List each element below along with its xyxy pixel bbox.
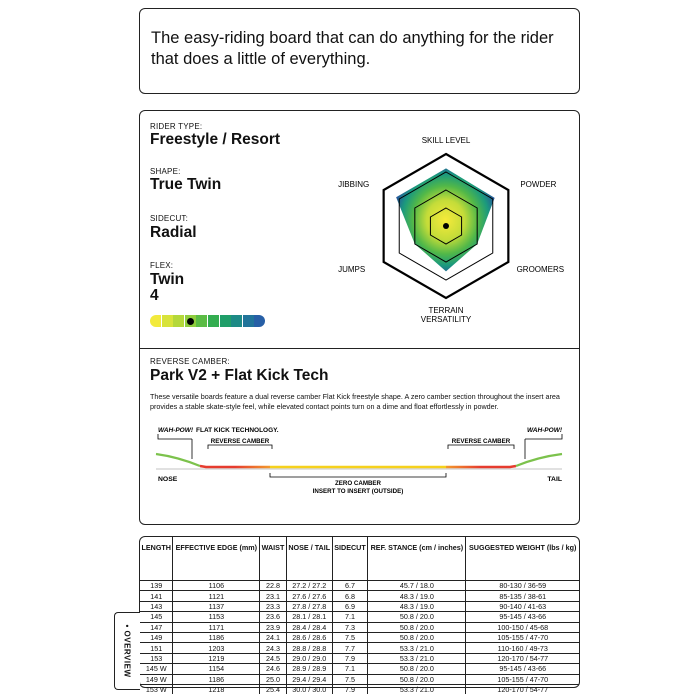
table-cell: 50.8 / 20.0 [368,622,466,632]
flex-value: Twin [150,271,185,288]
tail-kick-line [516,454,562,466]
table-cell: 141 [140,591,173,601]
table-cell: 105-155 / 47-70 [466,674,579,684]
table-cell: 1106 [173,581,260,591]
table-cell: 53.3 / 21.0 [368,643,466,653]
table-cell: 139 [140,581,173,591]
table-cell: 95-145 / 43-66 [466,664,579,674]
table-cell: 29.4 / 29.4 [286,674,332,684]
table-cell: 145 W [140,664,173,674]
flex-segment [208,315,219,327]
table-cell: 28.8 / 28.8 [286,643,332,653]
overview-tab[interactable] [114,612,140,690]
size-chart-header: NOSE / TAIL [286,537,332,581]
table-cell: 1153 [173,612,260,622]
camber-description: These versatile boards feature a dual reverse camber Flat Kick freestyle shape. A zero camber section throughout the insert area provides a stable skate-style feel, while elevated contact points turn on a dime and float effortlessly in powder. [150,392,560,411]
table-cell: 50.8 / 20.0 [368,674,466,684]
zero-camber-text: ZERO CAMBER [334,480,382,487]
table-cell: 28.6 / 28.6 [286,632,332,642]
table-cell: 7.1 [332,664,368,674]
table-cell: 24.3 [260,643,286,653]
table-cell: 7.5 [332,674,368,684]
table-cell: 90-140 / 41-63 [466,601,579,611]
table-cell: 147 [140,622,173,632]
table-cell: 24.1 [260,632,286,642]
radar-axis-label: GROOMERS [516,265,565,274]
radar-axis-label: JIBBING [338,180,370,189]
sidecut-value: Radial [150,224,197,241]
table-cell: 7.5 [332,632,368,642]
table-cell: 149 [140,632,173,642]
table-cell: 50.8 / 20.0 [368,632,466,642]
table-cell: 110-160 / 49-73 [466,643,579,653]
table-cell: 145 [140,612,173,622]
radar-axis-label: TERRAIN [428,306,464,315]
radar-center-dot [443,223,449,229]
table-cell: 28.1 / 28.1 [286,612,332,622]
camber-profile-diagram [148,429,572,499]
size-chart-header: SIDECUT [332,537,368,581]
flex-segment [243,315,254,327]
reverse-camber-right-line [446,466,516,467]
flex-label: FLEX: [150,261,174,270]
table-cell: 1186 [173,674,260,684]
table-cell: 95-145 / 43-66 [466,612,579,622]
table-row [140,632,579,642]
table-row [140,591,579,601]
wahpow-right-bracket [525,434,562,439]
table-cell: 6.7 [332,581,368,591]
table-row [140,674,579,684]
reverse-camber-right-bracket [448,445,514,449]
flex-number: 4 [150,287,159,304]
table-cell: 27.6 / 27.6 [286,591,332,601]
table-cell: 29.0 / 29.0 [286,653,332,663]
table-cell: 105-155 / 47-70 [466,632,579,642]
table-cell: 28.4 / 28.4 [286,622,332,632]
rider-type-value: Freestyle / Resort [150,131,281,148]
nose-kick-line [156,454,200,466]
table-cell: 1171 [173,622,260,632]
table-cell: 149 W [140,674,173,684]
table-row [140,601,579,611]
table-cell: 25.4 [260,684,286,694]
table-row [140,664,579,674]
table-row [140,643,579,653]
flex-scale-bar [150,315,266,327]
radar-axis-label: VERSATILITY [420,315,472,324]
radar-data-area [396,168,495,271]
table-cell: 50.8 / 20.0 [368,612,466,622]
table-cell: 153 W [140,684,173,694]
flex-segment [173,315,184,327]
tagline-text: The easy-riding board that can do anything for the rider that does a little of everything. [151,29,554,68]
table-cell: 23.1 [260,591,286,601]
table-cell: 53.3 / 21.0 [368,684,466,694]
table-cell: 48.3 / 19.0 [368,601,466,611]
table-cell: 23.6 [260,612,286,622]
size-chart-header: REF. STANCE (cm / inches) [368,537,466,581]
tail-label: TAIL [547,476,562,483]
table-cell: 7.7 [332,643,368,653]
reverse-camber-right-line1: REVERSE CAMBER [451,438,511,445]
zero-camber-bracket [270,473,446,477]
flat-kick-text: FLAT KICK TECHNOLOGY. [196,427,279,434]
radar-axis-label: SKILL LEVEL [421,136,471,145]
table-cell: 6.8 [332,591,368,601]
size-chart-table [140,537,579,694]
table-cell: 6.9 [332,601,368,611]
size-chart-header-row [140,537,579,581]
table-row [140,622,579,632]
table-cell: 48.3 / 19.0 [368,591,466,601]
wahpow-left-text: WAH-POW! [158,427,194,434]
table-cell: 120-170 / 54-77 [466,653,579,663]
flex-segment [196,315,207,327]
size-chart-card [139,536,580,695]
table-cell: 1121 [173,591,260,601]
ability-radar-chart [336,127,566,337]
size-chart-header: EFFECTIVE EDGE (mm) [173,537,260,581]
nose-label: NOSE [158,476,178,483]
size-chart-header: LENGTH [141,543,171,552]
table-cell: 1219 [173,653,260,663]
table-cell: 1137 [173,601,260,611]
table-cell: 153 [140,653,173,663]
flex-segment [150,315,161,327]
reverse-camber-left-line [200,466,270,467]
table-cell: 25.0 [260,674,286,684]
table-cell: 7.9 [332,684,368,694]
sidecut-label: SIDECUT: [150,214,189,223]
table-row [140,612,579,622]
radar-axis-label: JUMPS [338,265,366,274]
table-row [140,581,579,591]
insert-to-insert-text: INSERT TO INSERT (OUTSIDE) [312,488,404,495]
table-cell: 30.0 / 30.0 [286,684,332,694]
table-cell: 100-150 / 45-68 [466,622,579,632]
table-cell: 50.8 / 20.0 [368,664,466,674]
table-cell: 22.8 [260,581,286,591]
shape-value: True Twin [150,176,222,193]
table-cell: 151 [140,643,173,653]
table-cell: 1186 [173,632,260,642]
camber-value: Park V2 + Flat Kick Tech [150,367,329,384]
flex-segment [254,315,265,327]
wahpow-right-text: WAH-POW! [526,427,562,434]
camber-label: REVERSE CAMBER: [150,357,230,366]
table-cell: 24.6 [260,664,286,674]
table-cell: 24.5 [260,653,286,663]
table-row [140,684,579,694]
flex-segment [220,315,231,327]
table-cell: 7.1 [332,612,368,622]
table-cell: 53.3 / 21.0 [368,653,466,663]
table-cell: 28.9 / 28.9 [286,664,332,674]
tagline-card [139,8,580,94]
table-cell: 45.7 / 18.0 [368,581,466,591]
table-cell: 7.9 [332,653,368,663]
table-cell: 7.3 [332,622,368,632]
table-cell: 120-170 / 54-77 [466,684,579,694]
table-cell: 23.3 [260,601,286,611]
size-chart-header: WAIST [260,537,286,581]
table-row [140,653,579,663]
flex-segment [162,315,173,327]
specs-card [139,110,580,525]
table-cell: 23.9 [260,622,286,632]
table-cell: 1203 [173,643,260,653]
table-cell: 27.8 / 27.8 [286,601,332,611]
table-cell: 1154 [173,664,260,674]
reverse-camber-left-bracket [208,445,272,449]
table-cell: 1218 [173,684,260,694]
section-divider [140,348,579,349]
table-cell: 27.2 / 27.2 [286,581,332,591]
rider-type-label: RIDER TYPE: [150,122,203,131]
shape-label: SHAPE: [150,167,181,176]
size-chart-body [140,581,579,695]
wahpow-left-bracket [158,434,192,439]
overview-tab-label: • OVERVIEW [122,624,132,678]
size-chart-header: SUGGESTED WEIGHT (lbs / kg) [466,537,579,581]
reverse-camber-left-line1: REVERSE CAMBER [210,438,270,445]
flex-segment [231,315,242,327]
radar-axis-label: POWDER [520,180,557,189]
table-cell: 85-135 / 38-61 [466,591,579,601]
table-cell: 80-130 / 36-59 [466,581,579,591]
table-cell: 143 [140,601,173,611]
